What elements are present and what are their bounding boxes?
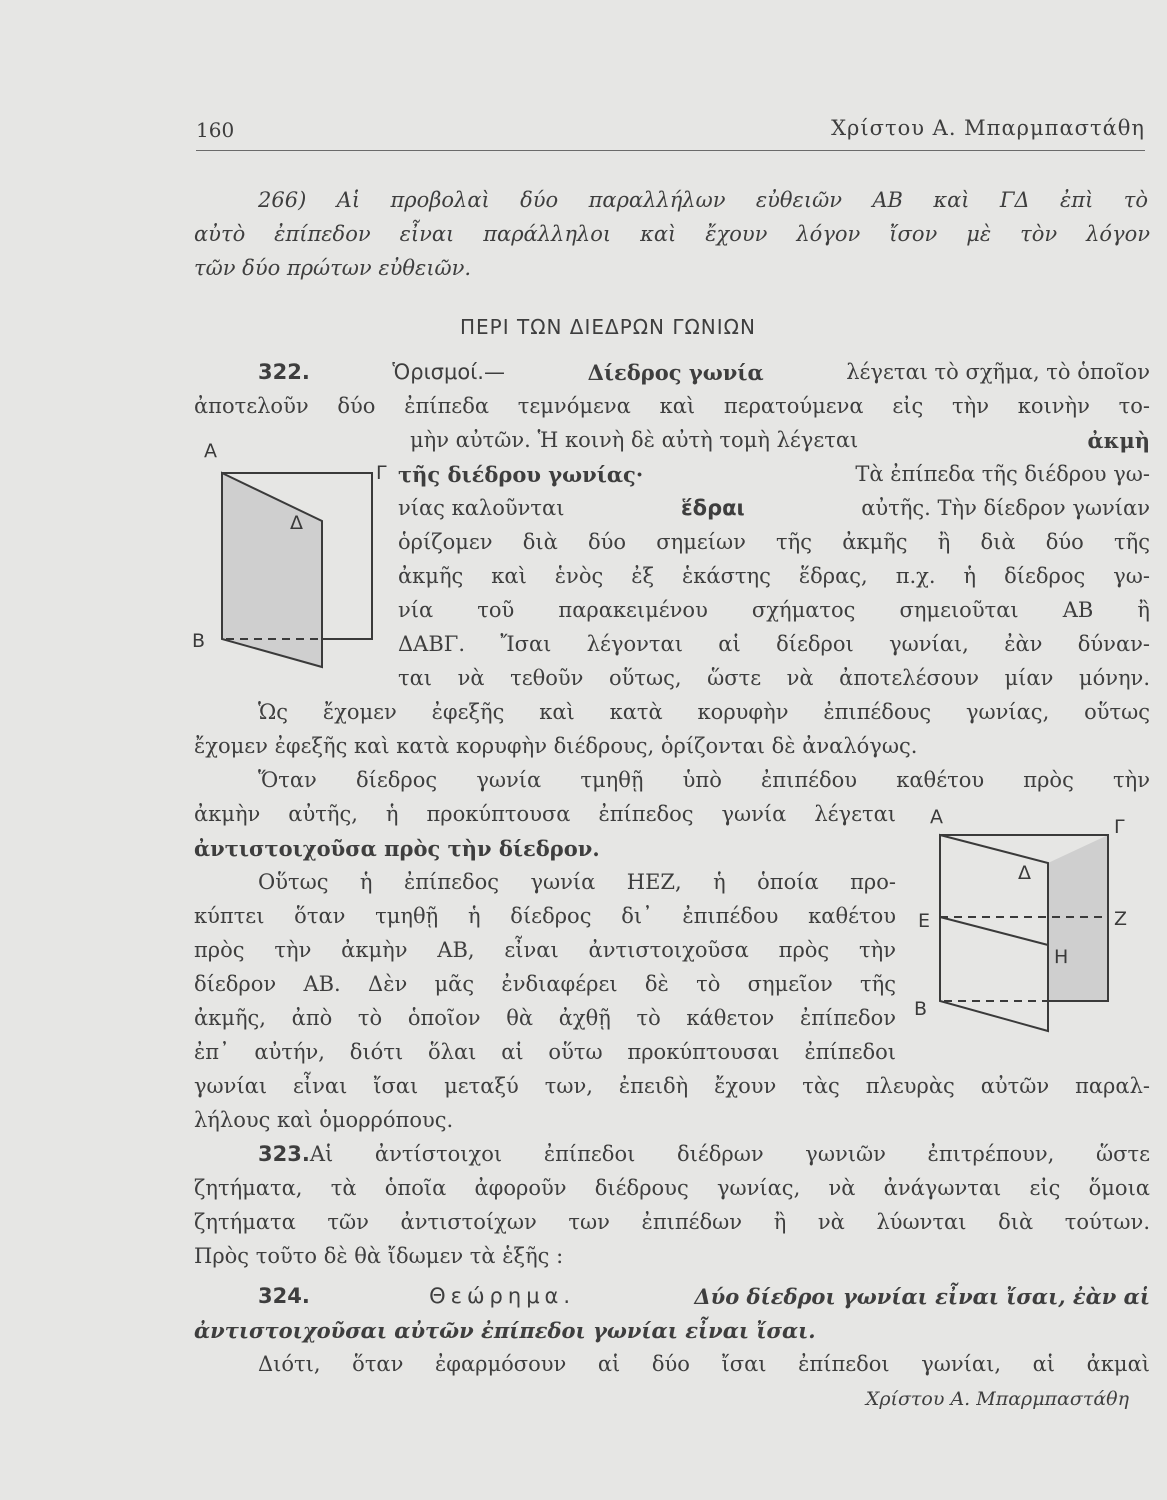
label-Z: Ζ [1114, 908, 1128, 930]
section-322-line15: ἀντιστοιχοῦσα πρὸς τὴν δίεδρον. [194, 836, 600, 861]
section-322-line1 [258, 360, 1150, 385]
ray-EH [940, 917, 1048, 945]
section-322-line19: δίεδρον ΑΒ. Δὲν μᾶς ἐνδιαφέρει δὲ τὸ σημεῖον τῆς [194, 972, 896, 996]
section-322-line11: Ὡς ἔχομεν ἐφεξῆς καὶ κατὰ κορυφὴν ἐπιπέδους γωνίας, οὕτως [258, 700, 1150, 724]
exercise-266-line2: αὐτὸ ἐπίπεδον εἶναι παράλληλοι καὶ ἔχουν λόγον ἴσον μὲ τὸν λόγον [194, 222, 1150, 246]
section-322-line8: νία τοῦ παρακειμένου σχήματος σημειοῦται ΑΒ ἢ [398, 598, 1150, 622]
section-324-label: Θεώρημα. [429, 1284, 576, 1308]
label-G: Γ [376, 462, 387, 484]
dihedral-angle-figure [190, 435, 400, 675]
section-322-line10: ται νὰ τεθοῦν οὕτως, ὥστε νὰ ἀποτελέσουν μίαν μόνην. [398, 666, 1150, 690]
section-322-line5-text: νίας καλοῦνται [398, 496, 565, 520]
footer-signature: Χρίστου Α. Μπαρμπαστάθη [865, 1388, 1129, 1410]
section-322-line9: ΔΑΒΓ. Ἴσαι λέγονται αἱ δίεδροι γωνίαι, ἐὰν δύναν- [398, 632, 1150, 656]
label-H: Η [1054, 946, 1069, 968]
section-322-line13: Ὅταν δίεδρος γωνία τμηθῇ ὑπὸ ἐπιπέδου καθέτου πρὸς τὴν [258, 768, 1150, 792]
section-324-line1 [258, 1284, 1150, 1309]
section-323-line2: ζητήματα, τὰ ὁποῖα ἀφοροῦν διέδρους γωνίας, νὰ ἀνάγωνται εἰς ὅμοια [194, 1176, 1150, 1200]
section-322-number: 322. [258, 360, 310, 384]
label-D: Δ [1018, 862, 1031, 884]
section-322-rest: λέγεται τὸ σχῆμα, τὸ ὁποῖον [846, 360, 1150, 384]
corresponding-angle-figure [908, 805, 1138, 1035]
page-number: 160 [196, 118, 235, 142]
section-322-term: Δίεδρος γωνία [587, 360, 764, 385]
section-heading: ΠΕΡΙ ΤΩΝ ΔΙΕΔΡΩΝ ΓΩΝΙΩΝ [460, 315, 756, 339]
section-322-line18: πρὸς τὴν ἀκμὴν ΑΒ, εἶναι ἀντιστοιχοῦσα πρὸς τὴν [194, 938, 896, 962]
face-plane-shaded [222, 473, 322, 667]
section-322-line20: ἀκμῆς, ἀπὸ τὸ ὁποῖον θὰ ἀχθῇ τὸ κάθετον ἐπίπεδον [194, 1006, 896, 1030]
section-322-line2: ἀποτελοῦν δύο ἐπίπεδα τεμνόμενα καὶ περατούμενα εἰς τὴν κοινὴν το- [194, 394, 1150, 418]
section-322-line6: ὁρίζομεν διὰ δύο σημείων τῆς ἀκμῆς ἢ διὰ δύο τῆς [398, 530, 1150, 554]
section-322-line14: ἀκμὴν αὐτῆς, ἡ προκύπτουσα ἐπίπεδος γωνία λέγεται [194, 802, 896, 826]
section-322-line4 [398, 462, 1150, 487]
section-322-line21: ἐπ᾽ αὐτήν, διότι ὅλαι αἱ οὕτω προκύπτουσαι ἐπίπεδοι [194, 1040, 896, 1064]
term-dihedral-edge: τῆς διέδρου γωνίας· [398, 462, 644, 487]
section-322-title: Ὁρισμοί.— [392, 360, 505, 384]
section-322-line4-text: Τὰ ἐπίπεδα τῆς διέδρου γω- [855, 462, 1150, 486]
section-322-line23: λήλους καὶ ὁμορρόπους. [194, 1108, 454, 1132]
term-edrai: ἕδραι [680, 496, 745, 520]
section-322-line3 [410, 428, 1150, 453]
label-A: Α [204, 440, 217, 462]
section-324-number: 324. [258, 1284, 310, 1308]
label-A: Α [930, 806, 943, 828]
label-E: Ε [918, 910, 931, 932]
section-322-line12: ἔχομεν ἐφεξῆς καὶ κατὰ κορυφὴν διέδρους, ὁρίζονται δὲ ἀναλόγως. [194, 734, 918, 758]
section-324-line2: ἀντιστοιχοῦσαι αὐτῶν ἐπίπεδοι γωνίαι εἶναι ἴσαι. [194, 1318, 816, 1343]
section-322-line7: ἀκμῆς καὶ ἑνὸς ἐξ ἑκάστης ἕδρας, π.χ. ἡ δίεδρος γω- [398, 564, 1150, 588]
section-324-proof: Διότι, ὅταν ἐφαρμόσουν αἱ δύο ἴσαι ἐπίπεδοι γωνίαι, αἱ ἀκμαὶ [258, 1352, 1150, 1376]
section-322-line3-text: μὴν αὐτῶν. Ἡ κοινὴ δὲ αὐτὴ τομὴ λέγεται [410, 428, 859, 452]
label-B: Β [192, 630, 206, 652]
section-322-line17: κύπτει ὅταν τμηθῇ ἡ δίεδρος δι᾽ ἐπιπέδου καθέτου [194, 904, 896, 928]
section-323-number: 323. [258, 1142, 310, 1166]
section-322-line16: Οὕτως ἡ ἐπίπεδος γωνία ΗΕΖ, ἡ ὁποία προ- [258, 870, 896, 894]
label-D: Δ [290, 512, 303, 534]
section-323-line3: ζητήματα τῶν ἀντιστοίχων των ἐπιπέδων ἢ νὰ λύωνται διὰ τούτων. [194, 1210, 1150, 1234]
label-G: Γ [1114, 816, 1125, 838]
header-rule [196, 150, 1145, 151]
section-323-line1 [258, 1142, 1150, 1166]
section-322-line5 [398, 496, 1150, 520]
section-324-statement: Δύο δίεδροι γωνίαι εἶναι ἴσαι, ἐὰν αἱ [694, 1284, 1150, 1309]
section-322-line22: γωνίαι εἶναι ἴσαι μεταξύ των, ἐπειδὴ ἔχουν τὰς πλευρὰς αὐτῶν παραλ- [194, 1074, 1150, 1098]
section-322-line5-rest: αὐτῆς. Τὴν δίεδρον γωνίαν [861, 496, 1150, 520]
section-323-line4: Πρὸς τοῦτο δὲ θὰ ἴδωμεν τὰ ἑξῆς : [194, 1244, 564, 1268]
exercise-266-line1: 266) Αἱ προβολαὶ δύο παραλλήλων εὐθειῶν ΑΒ καὶ ΓΔ ἐπὶ τὸ [258, 188, 1148, 212]
label-B: Β [914, 998, 928, 1020]
section-323-line1-text: Αἱ ἀντίστοιχοι ἐπίπεδοι διέδρων γωνιῶν ἐπιτρέπουν, ὥστε [309, 1142, 1150, 1166]
term-akmi: ἀκμὴ [1087, 428, 1150, 453]
running-title: Χρίστου Α. Μπαρμπαστάθη [831, 116, 1145, 140]
exercise-266-line3: τῶν δύο πρώτων εὐθειῶν. [194, 256, 472, 280]
